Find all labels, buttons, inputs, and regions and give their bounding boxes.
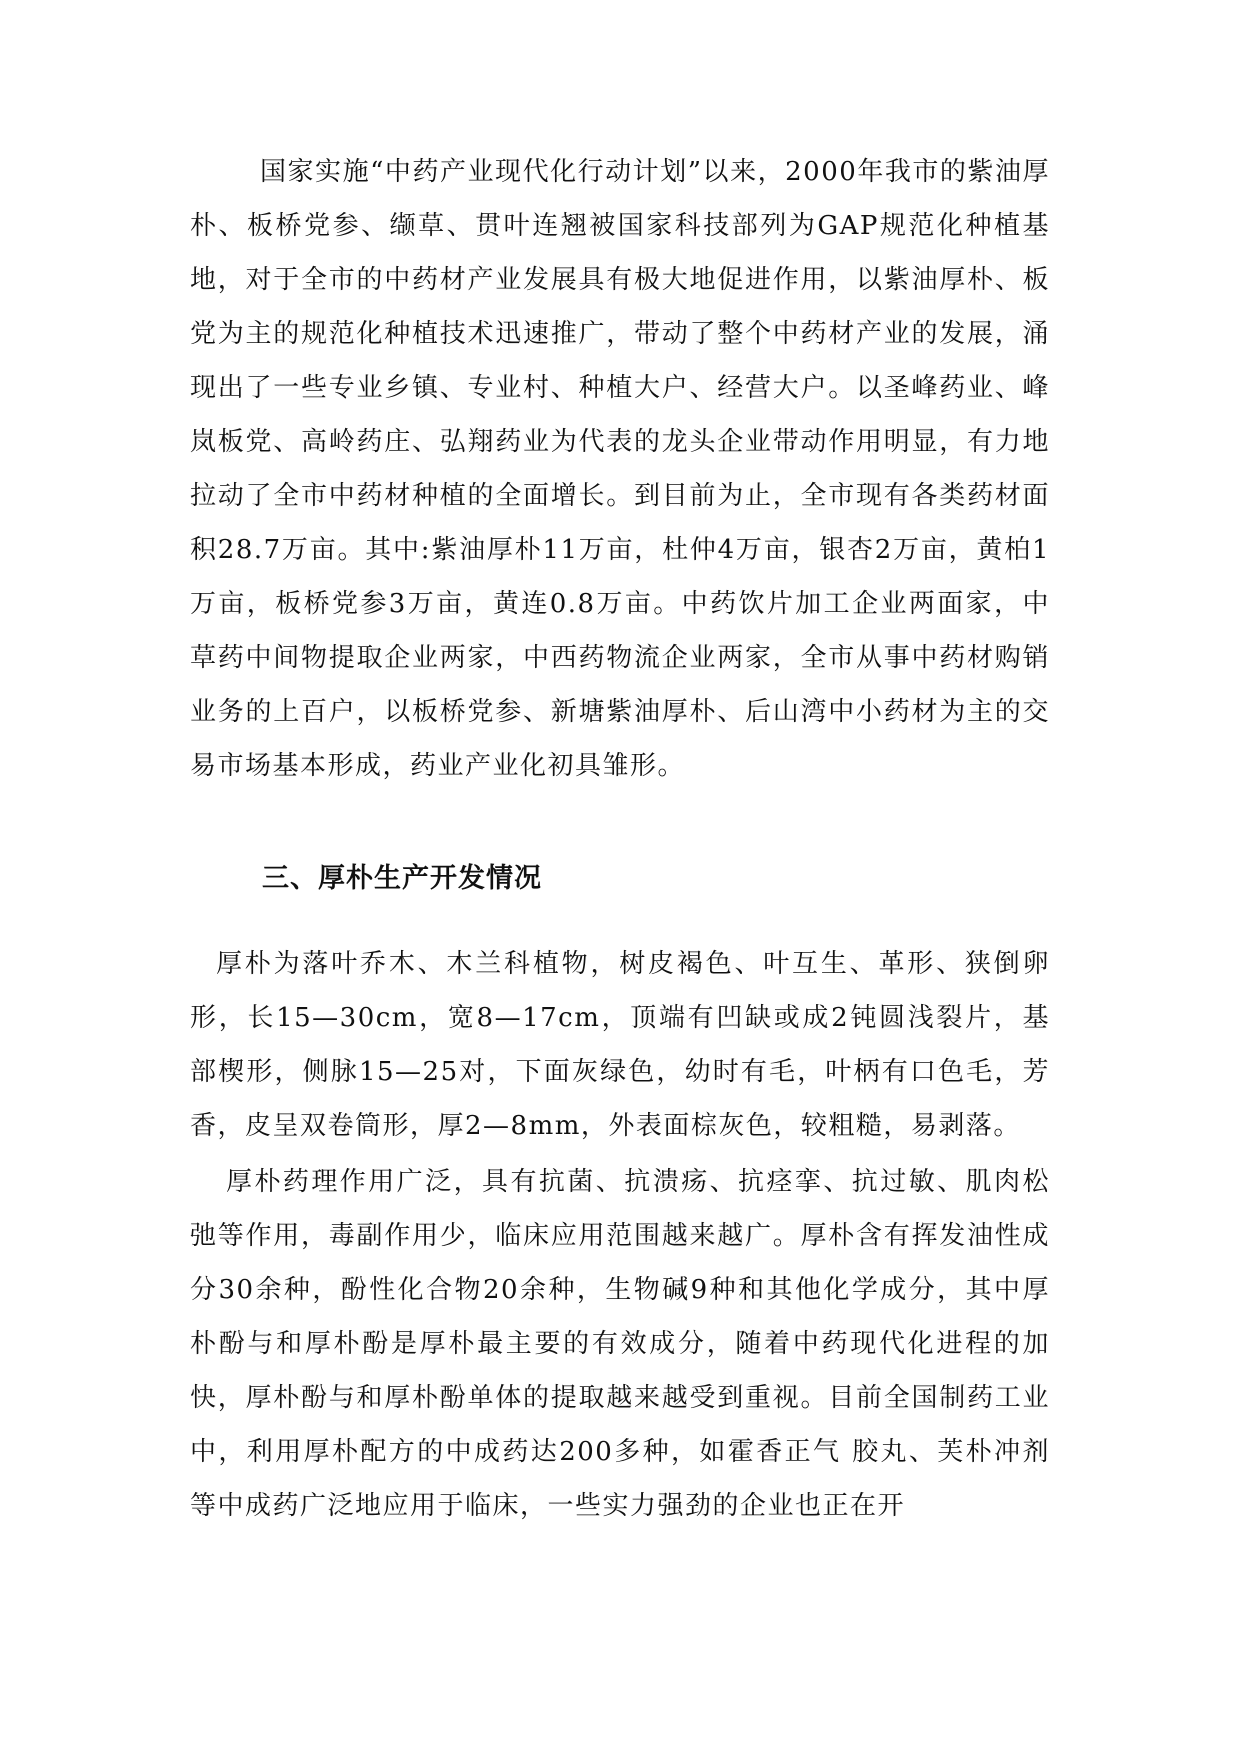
body-paragraph: 厚朴药理作用广泛，具有抗菌、抗溃疡、抗痉挛、抗过敏、肌肉松弛等作用，毒副作用少，临床应用范围越来越广。厚朴含有挥发油性成分30余种，酚性化合物20余种，生物碱9种和其他化学成分，其中厚朴酚与和厚朴酚是厚朴最主要的有效成分，随着中药现代化进程的加快，厚朴酚与和厚朴酚单体的提取越来越受到重视。目前全国制药工业中，利用厚朴配方的中成药达200多种，如霍香正气 胶丸、芙朴冲剂等中成药广泛地应用于临床，一些实力强劲的企业也正在开 <box>190 1167 1050 1521</box>
section-heading: 三、厚朴生产开发情况 <box>262 863 542 894</box>
body-paragraph: 厚朴为落叶乔木、木兰科植物，树皮褐色、叶互生、革形、狭倒卵形，长15—30cm，宽8—17cm，顶端有凹缺或成2钝圆浅裂片，基部楔形，侧脉15—25对，下面灰绿色，幼时有毛，叶柄有口色毛，芳香，皮呈双卷筒形，厚2—8mm，外表面棕灰色，较粗糙，易剥落。 <box>190 949 1050 1141</box>
body-paragraph: 国家实施“中药产业现代化行动计划”以来，2000年我市的紫油厚朴、板桥党参、缬草、贯叶连翘被国家科技部列为GAP规范化种植基地，对于全市的中药材产业发展具有极大地促进作用，以紫油厚朴、板党为主的规范化种植技术迅速推广，带动了整个中药材产业的发展，涌现出了一些专业乡镇、专业村、种植大户、经营大户。以圣峰药业、峰岚板党、高岭药庄、弘翔药业为代表的龙头企业带动作用明显，有力地拉动了全市中药材种植的全面增长。到目前为止，全市现有各类药材面积28.7万亩。其中:紫油厚朴11万亩，杜仲4万亩，银杏2万亩，黄柏1万亩，板桥党参3万亩，黄连0.8万亩。中药饮片加工企业两面家，中草药中间物提取企业两家，中西药物流企业两家，全市从事中药材购销业务的上百户，以板桥党参、新塘紫油厚朴、后山湾中小药材为主的交易市场基本形成，药业产业化初具雏形。 <box>190 157 1050 781</box>
